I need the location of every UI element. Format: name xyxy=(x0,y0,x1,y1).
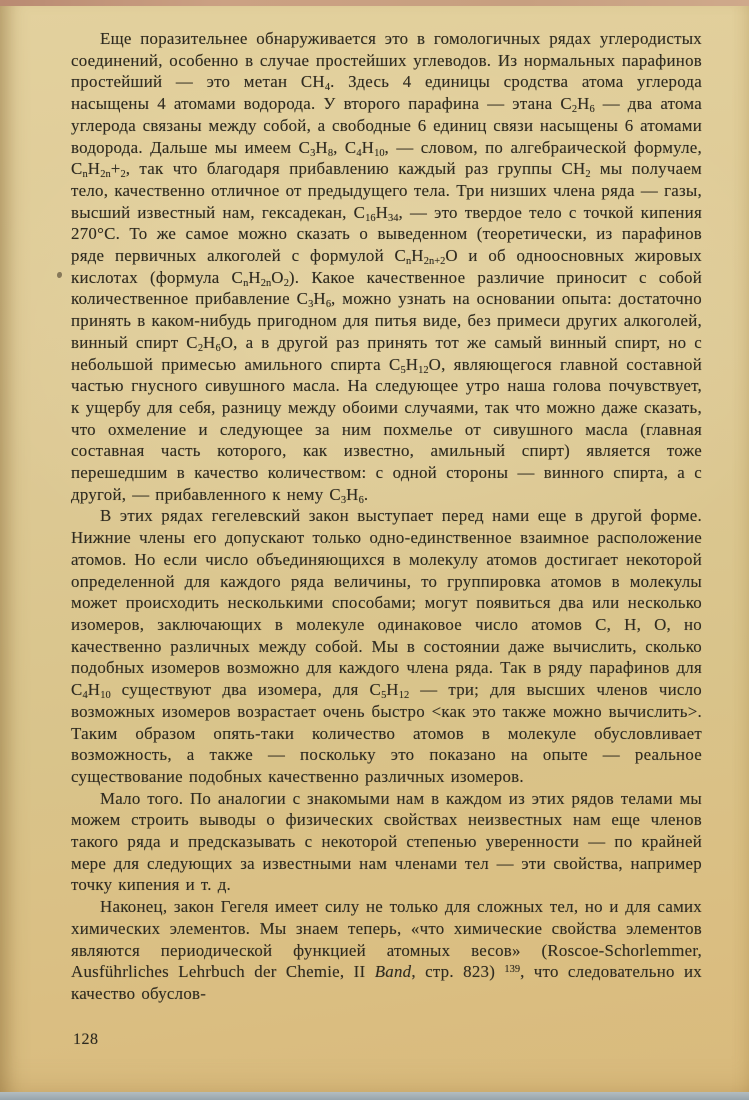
scan-edge-bottom xyxy=(0,1092,749,1100)
paragraph: Еще поразительнее обнаруживается это в гомологичных рядах углеродистых соединений, особенно в случае простейших углеводов. Из нормальных парафинов простейший — это метан $CH_4$. Здесь 4 единицы сродства атома углерода насыщены 4 атомами водорода. У второго парафина — этана $C_2H_6$ — два атома углерода связаны между собой, а свободные 6 единиц связи насыщены 6 атомами водорода. Дальше мы имеем $C_3H_8$, $C_4H_{10}$, — словом, по алгебраической формуле, $C_nH_{2n}+_2$, так что благодаря прибавлению каждый раз группы $CH_2$ мы получаем тело, качественно отличное от предыдущего тела. Три низших члена ряда — газы, высший известный нам, гексадекан, $C_{16}H_{34}$, — это твердое тело с точкой кипения 270°C. То же самое можно сказать о выведенном (теоретически, из парафинов ряде первичных алкоголей с формулой $C_nH_{2n+2}O$ и об одноосновных жировых кислотах (формула $C_nH_{2n}O_2$). Какое качественное различие приносит с собой количественное прибавление $C_3H_6$, можно узнать на основании опыта: достаточно принять в каком-нибудь пригодном для питья виде, без примеси других алкоголей, винный спирт $C_2H_6O$, а в другой раз принять тот же самый винный спирт, но с небольшой примесью амильного спирта $C_5H_{12}O$, являющегося главной составной частью гнусного сивушного масла. На следующее утро наша голова почувствует, к ущербу для себя, разницу между обоими случаями, так что можно даже сказать, что охмеление и следующее за ним похмелье от сивушного масла (главная составная часть которого, как известно, амильный спирт) является тоже перешедшим в качество количеством: с одной стороны — винного спирта, а с другой, — прибавленного к нему $C_3H_6$. xyxy=(71,29,703,506)
paragraph: Наконец, закон Гегеля имеет силу не только для сложных тел, но и для самих химических элементов. Мы знаем теперь, «что химические свойства элементов являются периодической функцией атомных весов» (Roscoe-Schorlemmer, Ausführliches Lehrbuch der Chemie, II Band, стр. 823) $^{139}$, что следовательно их качество обуслов- xyxy=(71,897,702,1003)
scan-speck xyxy=(57,272,62,278)
page-number: 128 xyxy=(73,1031,99,1048)
paragraph: В этих рядах гегелевский закон выступает перед нами еще в другой форме. Нижние члены его допускают только одно-единственное взаимное расположение атомов. Но если число объединяющихся в молекулу атомов достигает некоторой определенной для каждого ряда величины, то группировка атомов в молекулы может происходить несколькими способами; могут появиться два или несколько изомеров, заключающих в молекуле одинаковое число атомов C, H, O, но качественно различных между собой. Мы в состоянии даже вычислить, сколько подобных изомеров возможно для каждого члена ряда. Так в ряду парафинов для $C_4H_{10}$ существуют два изомера, для $C_5H_{12}$ — три; для высших членов число возможных изомеров возрастает очень быстро <как это также можно вычислить>. Таким образом опять-таки количество атомов в молекуле обусловливает возможность, а также — поскольку это показано на опыте — реальное существование подобных качественно различных изомеров. xyxy=(71,506,702,786)
paragraph: Мало того. По аналогии с знакомыми нам в каждом из этих рядов телами мы можем строить выводы о физических свойствах неизвестных нам еще членов такого ряда и предсказывать с некоторой степенью уверенности — по крайней мере для следующих за известными нам членами тел — эти свойства, например точку кипения и т. д. xyxy=(71,788,702,895)
scan-edge-top xyxy=(0,0,749,6)
page-text xyxy=(71,28,702,1005)
